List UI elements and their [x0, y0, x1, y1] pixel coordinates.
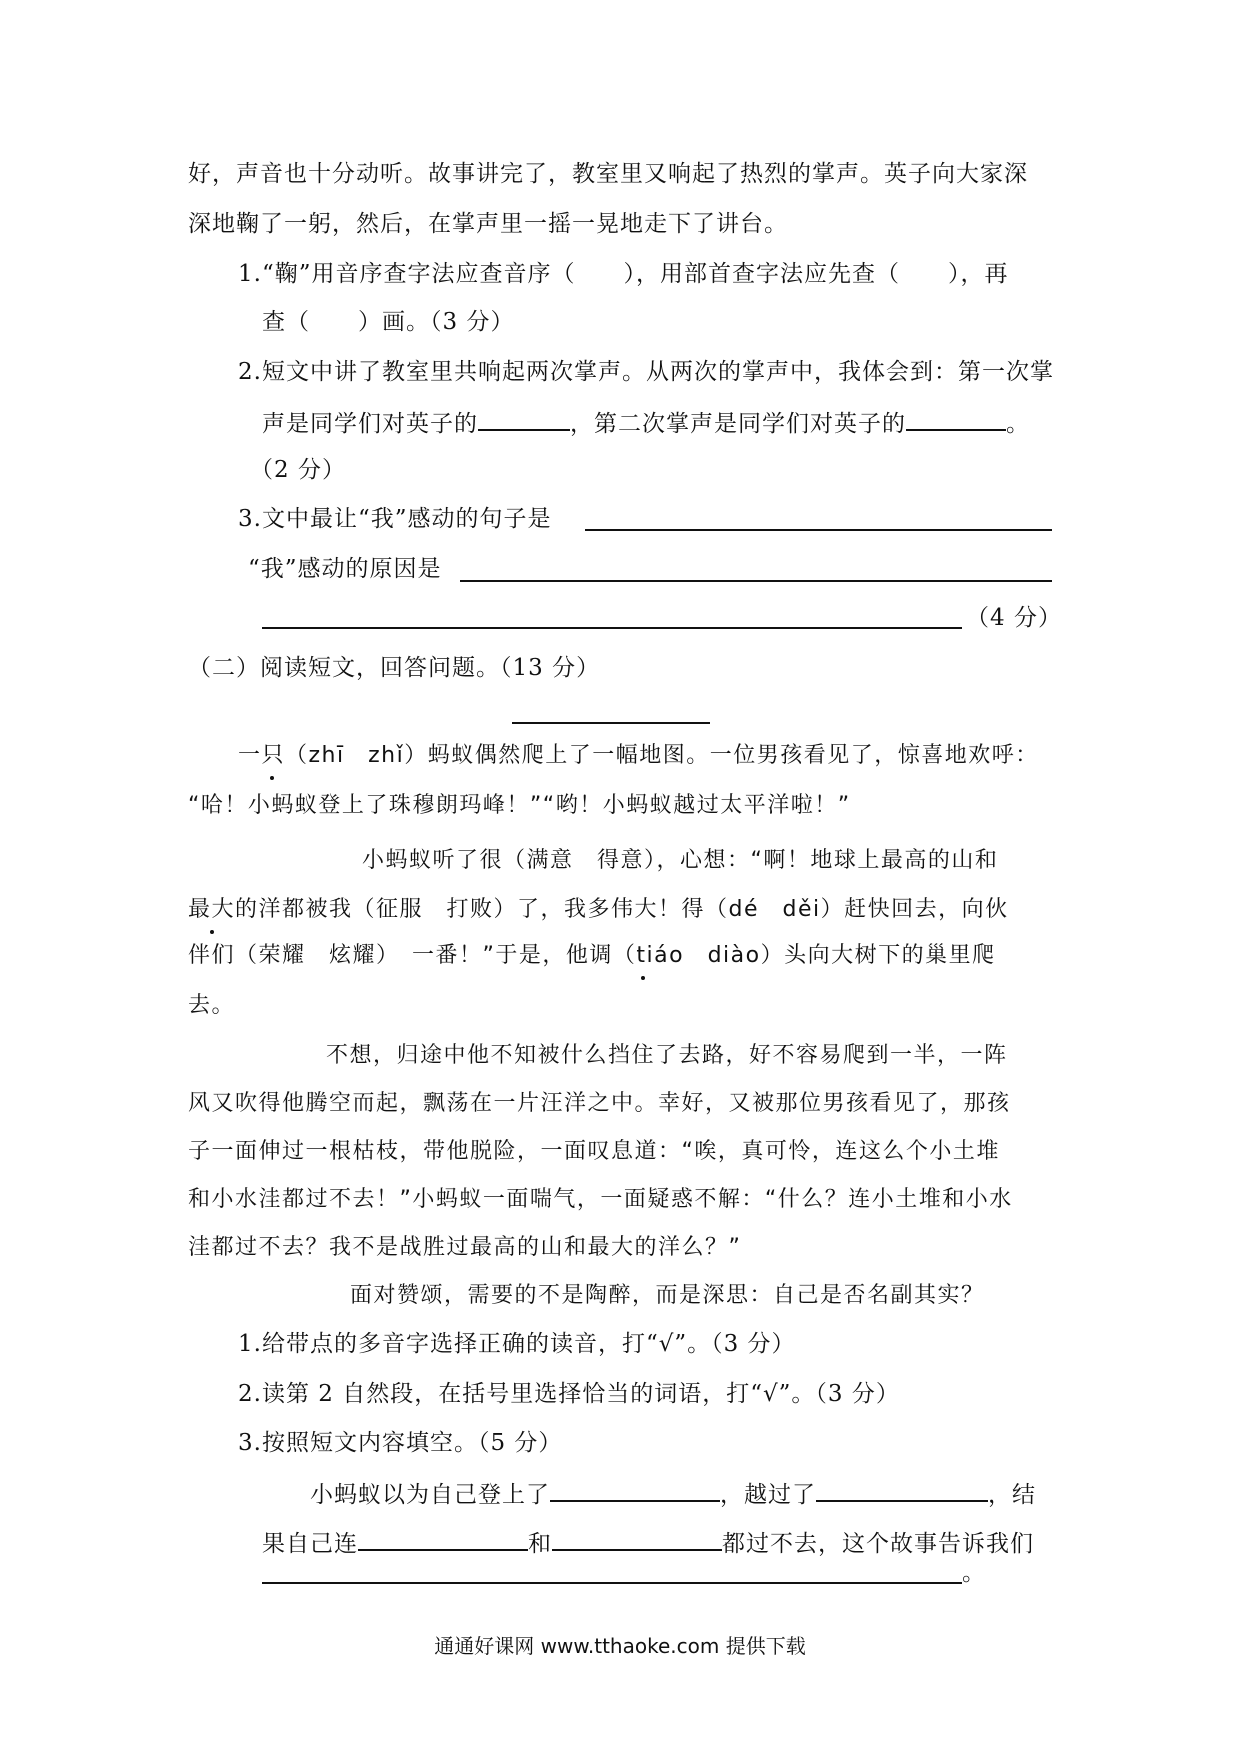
passage-line: 深地鞠了一躬，然后，在掌声里一摇一晃地走下了讲台。 — [188, 211, 788, 237]
story-line: 去。 — [188, 993, 236, 1018]
question-2-line — [262, 405, 1030, 440]
answer-blank[interactable] — [478, 405, 570, 431]
fill-text: 都过不去，这个故事告诉我们 — [722, 1531, 1034, 1557]
story-line: 最大的洋都被我（征服 打败）了，我多伟大！得（dé děi）赶快回去，向伙 — [188, 897, 1009, 922]
passage-line: 好，声音也十分动听。故事讲完了，教室里又响起了热烈的掌声。英子向大家深 — [188, 161, 1028, 187]
emphasis-dot — [641, 976, 645, 980]
question-2-text: ，第二次掌声是同学们对英子的 — [570, 411, 906, 437]
emphasis-dot — [210, 930, 214, 934]
story-line: 一只（zhī zhǐ）蚂蚁偶然爬上了一幅地图。一位男孩看见了，惊喜地欢呼： — [238, 743, 1039, 768]
fill-end: 。 — [962, 1560, 986, 1586]
question-2-line: 2.短文中讲了教室里共响起两次掌声。从两次的掌声中，我体会到：第一次掌 — [238, 359, 1054, 385]
story-line: 风又吹得他腾空而起，飘荡在一片汪洋之中。幸好，又被那位男孩看见了，那孩 — [188, 1091, 1011, 1116]
story-line: “哈！小蚂蚁登上了珠穆朗玛峰！”“哟！小蚂蚁越过太平洋啦！” — [188, 793, 851, 818]
fill-line — [262, 1525, 1034, 1560]
question-1-line: 查（ ）画。（3 分） — [262, 309, 515, 335]
story-line: 伴们（荣耀 炫耀） 一番！”于是，他调（tiáo diào）头向大树下的巢里爬 — [188, 943, 996, 968]
answer-blank[interactable] — [906, 405, 1006, 431]
fill-text: 和 — [528, 1531, 552, 1557]
question-3-line: “我”感动的原因是 — [248, 556, 442, 582]
answer-blank[interactable] — [358, 1525, 528, 1551]
question-2-score: （2 分） — [250, 457, 346, 483]
answer-blank[interactable] — [552, 1525, 722, 1551]
title-blank-line[interactable] — [512, 722, 710, 724]
question-3-score: （4 分） — [966, 605, 1062, 631]
fill-line — [310, 1476, 1036, 1511]
question-line: 3.按照短文内容填空。（5 分） — [238, 1430, 563, 1456]
story-line: 不想，归途中他不知被什么挡住了去路，好不容易爬到一半，一阵 — [326, 1043, 1008, 1068]
fill-text: ，越过了 — [720, 1482, 816, 1508]
fill-text: 果自己连 — [262, 1531, 358, 1557]
question-line: 1.给带点的多音字选择正确的读音，打“√”。（3 分） — [238, 1331, 796, 1357]
answer-blank[interactable] — [816, 1476, 988, 1502]
story-line: 面对赞颂，需要的不是陶醉，而是深思：自己是否名副其实？ — [350, 1283, 985, 1308]
question-line: 2.读第 2 自然段，在括号里选择恰当的词语，打“√”。（3 分） — [238, 1381, 900, 1407]
question-2-text: 。 — [1006, 411, 1030, 437]
answer-line[interactable] — [460, 580, 1052, 582]
fill-text: ，结 — [988, 1482, 1036, 1508]
question-3-line: 3.文中最让“我”感动的句子是 — [238, 506, 552, 532]
section-heading: （二）阅读短文，回答问题。（13 分） — [188, 655, 601, 681]
story-line: 和小水洼都过不去！”小蚂蚁一面喘气，一面疑惑不解：“什么？连小土堆和小水 — [188, 1187, 1013, 1212]
story-line: 子一面伸过一根枯枝，带他脱险，一面叹息道：“唉，真可怜，连这么个小土堆 — [188, 1139, 1000, 1164]
fill-text: 小蚂蚁以为自己登上了 — [310, 1482, 550, 1508]
story-line: 小蚂蚁听了很（满意 得意），心想：“啊！地球上最高的山和 — [362, 848, 999, 873]
emphasis-dot — [270, 776, 274, 780]
answer-line[interactable] — [262, 627, 962, 629]
question-2-text: 声是同学们对英子的 — [262, 411, 478, 437]
answer-line[interactable] — [585, 529, 1052, 531]
page-footer: 通通好课网 www.tthaoke.com 提供下载 — [434, 1634, 806, 1658]
question-1-line: 1.“鞠”用音序查字法应查音序（ ），用部首查字法应先查（ ），再 — [238, 261, 1009, 287]
answer-blank[interactable] — [550, 1476, 720, 1502]
answer-line[interactable] — [262, 1582, 962, 1584]
story-line: 洼都过不去？我不是战胜过最高的山和最大的洋么？” — [188, 1235, 742, 1260]
